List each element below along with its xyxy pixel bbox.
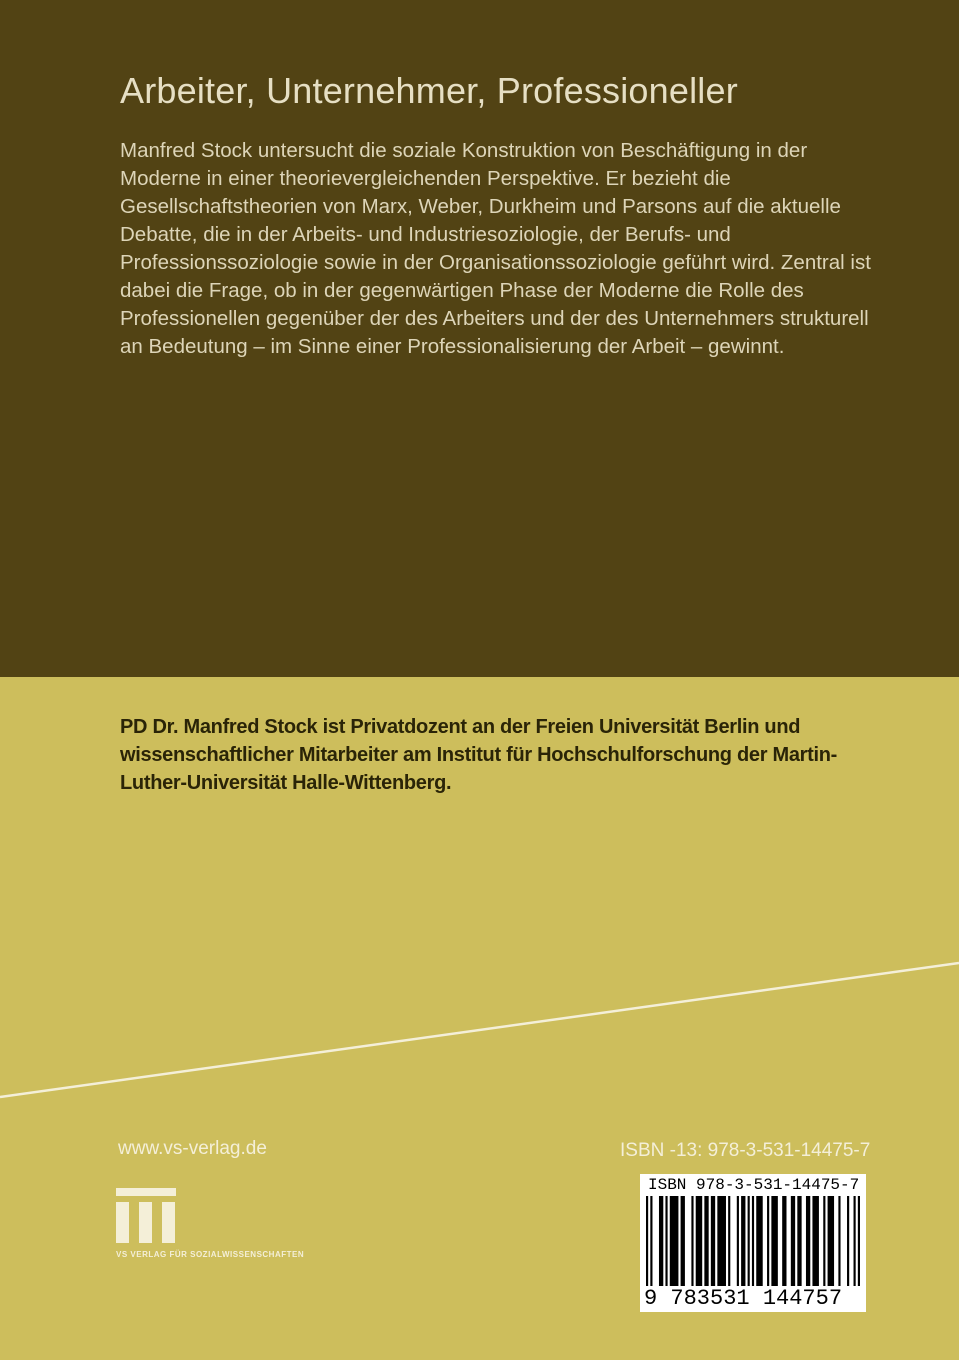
barcode-bar bbox=[711, 1196, 715, 1286]
book-title: Arbeiter, Unternehmer, Professioneller bbox=[120, 70, 738, 111]
barcode-bar bbox=[737, 1196, 739, 1286]
barcode-bar bbox=[791, 1196, 795, 1286]
barcode-bar bbox=[823, 1196, 825, 1286]
barcode-bar bbox=[704, 1196, 708, 1286]
barcode-bar bbox=[659, 1196, 663, 1286]
barcode-isbn: ISBN 978-3-531-14475-7 bbox=[648, 1176, 860, 1194]
barcode-bar bbox=[854, 1196, 856, 1286]
barcode-bar bbox=[847, 1196, 849, 1286]
publisher-website[interactable]: www.vs-verlag.de bbox=[118, 1138, 267, 1159]
book-description: Manfred Stock untersucht die soziale Konstruktion von Beschäftigung in der Moderne in einer theorievergleichenden Perspektive. Er bezieht die Gesellschaftstheorien von Marx, Weber, Durkheim und Parsons auf die aktuelle Debatte, die in der Arbeits- und Industriesoziologie, der Berufs- und Professionssoziologie sowie in der Organisationssoziologie geführt wird. Zentral ist dabei die Frage, ob in der gegenwärtigen Phase der Moderne die Rolle des Professionellen gegenüber der des Arbeiters und der des Unternehmers strukturell an Bedeutung – im Sinne einer Professionalisierung der Arbeit – gewinnt. bbox=[120, 139, 871, 358]
barcode-bar bbox=[670, 1196, 679, 1286]
author-bio bbox=[120, 713, 880, 797]
barcode-bar bbox=[681, 1196, 685, 1286]
barcode-bar bbox=[646, 1196, 648, 1286]
barcode-bar bbox=[650, 1196, 652, 1286]
barcode-bar bbox=[741, 1196, 745, 1286]
barcode-bar bbox=[752, 1196, 754, 1286]
barcode-bars bbox=[646, 1196, 860, 1286]
top-panel bbox=[0, 0, 959, 677]
barcode-bar bbox=[806, 1196, 810, 1286]
barcode-bar bbox=[748, 1196, 750, 1286]
author-bio-text: ist Privatdozent an der Freien Universität Berlin und wissenschaftlicher Mitarbeiter am Institut für Hochschulforschung der Martin-Luther-Universität Halle-Wittenberg. bbox=[120, 716, 838, 794]
barcode-bar bbox=[782, 1196, 786, 1286]
barcode bbox=[640, 1174, 866, 1312]
barcode-bar bbox=[696, 1196, 702, 1286]
publisher-logo-text: VS VERLAG FÜR SOZIALWISSENSCHAFTEN bbox=[116, 1250, 305, 1259]
barcode-bar bbox=[691, 1196, 693, 1286]
author-name: PD Dr. Manfred Stock bbox=[120, 716, 318, 738]
barcode-digits: 9 783531 144757 bbox=[644, 1286, 843, 1311]
barcode-bar bbox=[728, 1196, 730, 1286]
barcode-bar bbox=[665, 1196, 667, 1286]
barcode-bar bbox=[797, 1196, 801, 1286]
diagonal-line bbox=[0, 960, 959, 1110]
publisher-logo-icon bbox=[116, 1188, 176, 1243]
barcode-bar bbox=[771, 1196, 777, 1286]
barcode-bar bbox=[838, 1196, 840, 1286]
barcode-bar bbox=[717, 1196, 726, 1286]
barcode-bar bbox=[756, 1196, 762, 1286]
barcode-bar bbox=[828, 1196, 834, 1286]
barcode-bar bbox=[812, 1196, 818, 1286]
isbn-label: ISBN -13: 978-3-531-14475-7 bbox=[620, 1140, 871, 1161]
barcode-bar bbox=[767, 1196, 769, 1286]
barcode-bar bbox=[858, 1196, 860, 1286]
